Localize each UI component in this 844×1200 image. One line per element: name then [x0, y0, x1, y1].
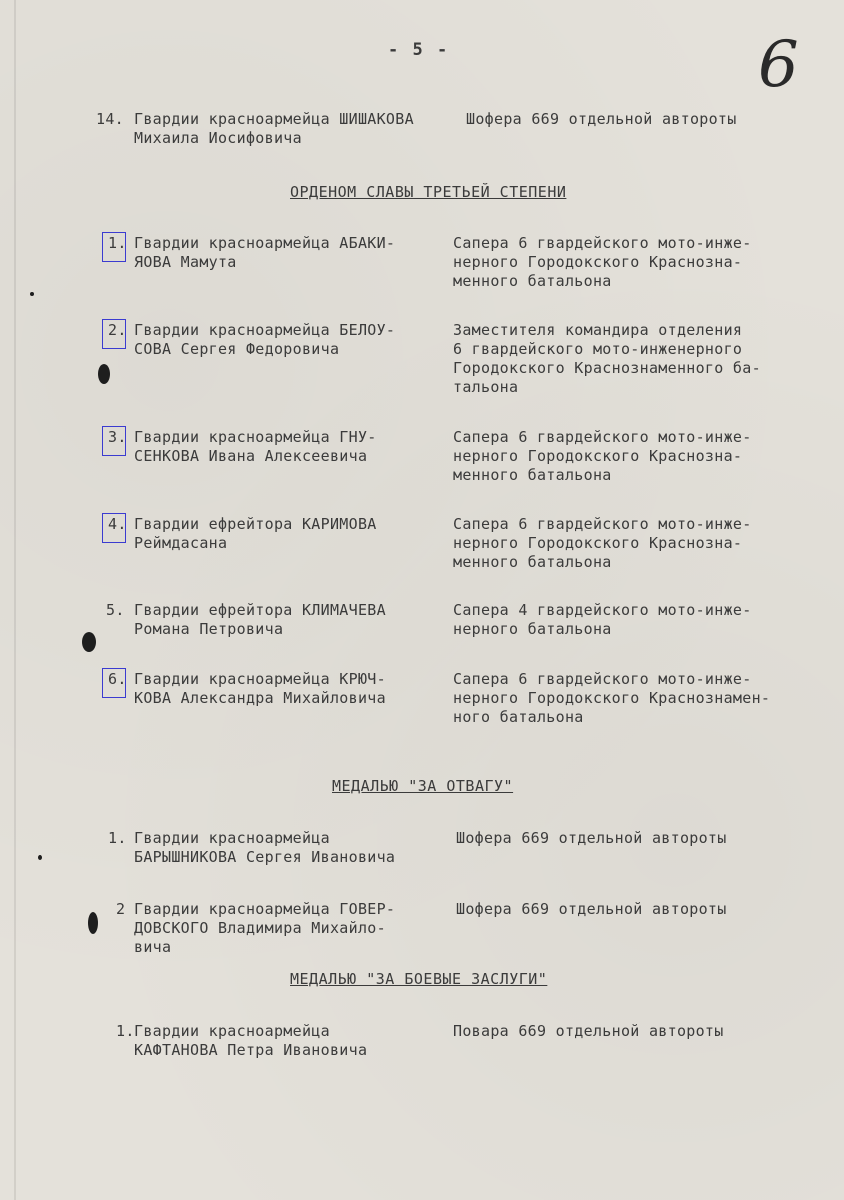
ink-blot [82, 632, 96, 652]
entry-position-line: нерного батальона [453, 620, 612, 638]
entry-name-line: СЕНКОВА Ивана Алексеевича [134, 447, 368, 465]
entry-name-line: ЯОВА Мамута [134, 253, 237, 271]
entry-number: 1. [116, 1022, 135, 1040]
section-heading-otvagu: МЕДАЛЬЮ "ЗА ОТВАГУ" [332, 777, 514, 795]
entry-number: 5. [106, 601, 125, 619]
entry-name-line: Гвардии красноармейца [134, 829, 330, 847]
entry-number: 6. [108, 670, 127, 688]
entry-position-line: Шофера 669 отдельной автороты [456, 900, 727, 918]
entry-name-line: КАФТАНОВА Петра Ивановича [134, 1041, 368, 1059]
entry-position-line: нерного Городокского Краснозна- [453, 447, 743, 465]
handwritten-page-number: 6 [758, 28, 799, 102]
entry-14-position: Шофера 669 отдельной автороты [466, 110, 737, 128]
entry-position-line: тальона [453, 378, 519, 396]
entry-position-line: менного батальона [453, 553, 612, 571]
ink-speck [38, 855, 42, 860]
entry-name-line: Гвардии красноармейца БЕЛОУ- [134, 321, 396, 339]
ink-blot [98, 364, 110, 384]
entry-name-line: Романа Петровича [134, 620, 284, 638]
ink-blot [88, 912, 98, 934]
entry-position-line: Сапера 6 гвардейского мото-инже- [453, 515, 752, 533]
entry-name-line: СОВА Сергея Федоровича [134, 340, 340, 358]
entry-name-line: КОВА Александра Михайловича [134, 689, 386, 707]
entry-14-name-line2: Михаила Иосифовича [134, 129, 302, 147]
entry-14-name-line1: Гвардии красноармейца ШИШАКОВА [134, 110, 414, 128]
entry-position-line: Городокского Краснознаменного ба- [453, 359, 761, 377]
entry-number: 1. [108, 234, 127, 252]
entry-name-line: Гвардии ефрейтора КАРИМОВА [134, 515, 377, 533]
entry-position-line: нерного Городокского Краснозна- [453, 534, 743, 552]
entry-position-line: менного батальона [453, 466, 612, 484]
entry-number: 3. [108, 428, 127, 446]
entry-name-line: Гвардии красноармейца КРЮЧ- [134, 670, 386, 688]
entry-position-line: Сапера 4 гвардейского мото-инже- [453, 601, 752, 619]
entry-name-line: Гвардии красноармейца [134, 1022, 330, 1040]
sheet-edge [14, 0, 16, 1200]
entry-position-line: 6 гвардейского мото-инженерного [453, 340, 743, 358]
entry-14-number: 14. [96, 110, 124, 128]
entry-position-line: менного батальона [453, 272, 612, 290]
entry-number: 2 [116, 900, 126, 918]
entry-name-line: Гвардии красноармейца ГНУ- [134, 428, 377, 446]
entry-name-line: ДОВСКОГО Владимира Михайло- [134, 919, 386, 937]
page-number: - 5 - [388, 40, 450, 60]
entry-position-line: Сапера 6 гвардейского мото-инже- [453, 428, 752, 446]
entry-name-line: Гвардии ефрейтора КЛИМАЧЕВА [134, 601, 386, 619]
entry-number: 1. [108, 829, 127, 847]
entry-name-line: Гвардии красноармейца АБАКИ- [134, 234, 396, 252]
entry-position-line: нерного Городокского Краснозна- [453, 253, 743, 271]
section-heading-boevye: МЕДАЛЬЮ "ЗА БОЕВЫЕ ЗАСЛУГИ" [290, 970, 548, 988]
entry-name-line: БАРЫШНИКОВА Сергея Ивановича [134, 848, 396, 866]
entry-name-line: Реймдасана [134, 534, 228, 552]
entry-number: 2. [108, 321, 127, 339]
section-heading-order-slavy: ОРДЕНОМ СЛАВЫ ТРЕТЬЕЙ СТЕПЕНИ [290, 183, 567, 201]
entry-position-line: Сапера 6 гвардейского мото-инже- [453, 234, 752, 252]
ink-speck [30, 292, 34, 296]
entry-position-line: нерного Городокского Краснознамен- [453, 689, 771, 707]
entry-position-line: Повара 669 отдельной автороты [453, 1022, 724, 1040]
entry-name-line: вича [134, 938, 172, 956]
entry-number: 4. [108, 515, 127, 533]
entry-position-line: ного батальона [453, 708, 584, 726]
entry-name-line: Гвардии красноармейца ГОВЕР- [134, 900, 396, 918]
entry-position-line: Сапера 6 гвардейского мото-инже- [453, 670, 752, 688]
entry-position-line: Шофера 669 отдельной автороты [456, 829, 727, 847]
entry-position-line: Заместителя командира отделения [453, 321, 743, 339]
